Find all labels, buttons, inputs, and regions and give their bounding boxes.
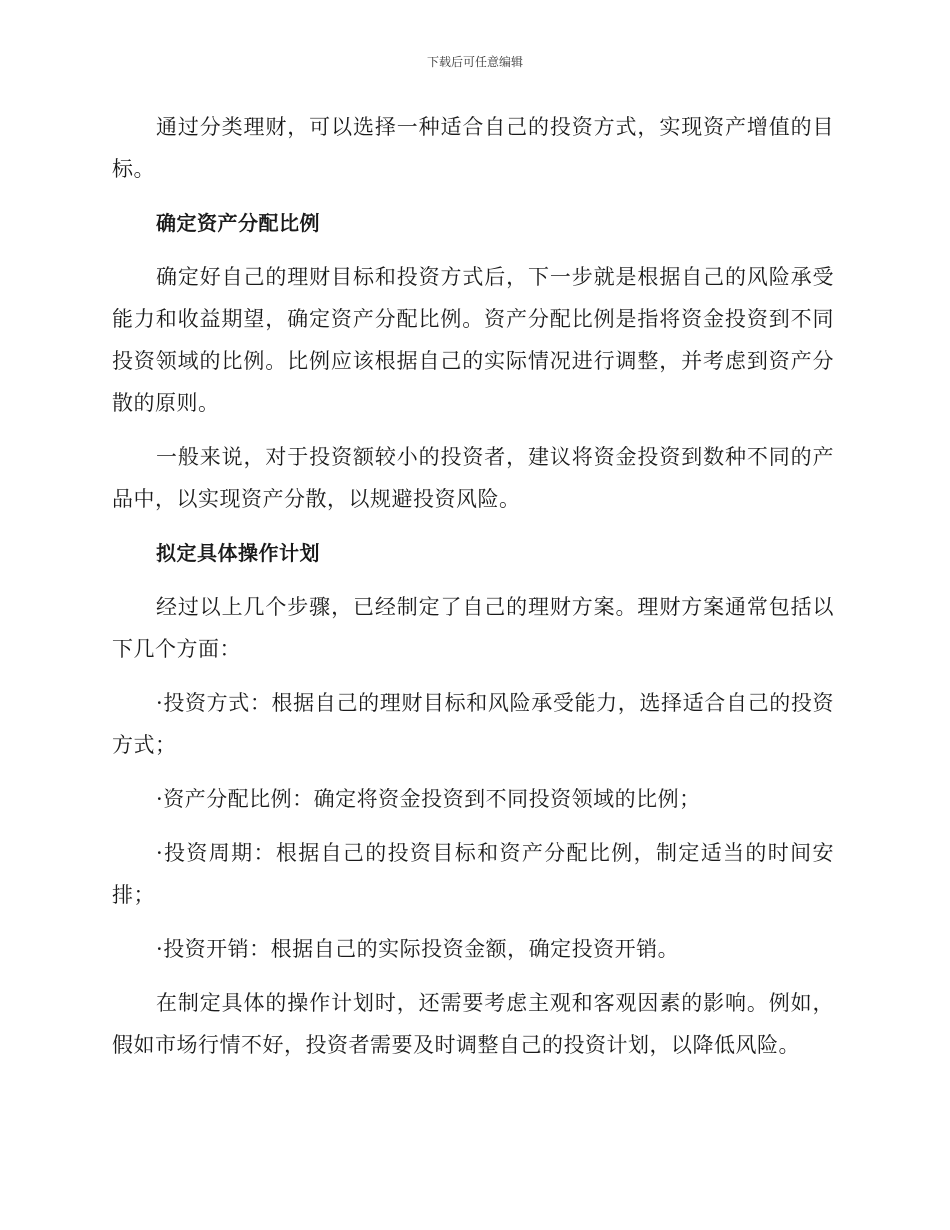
paragraph-plan-intro: 经过以上几个步骤，已经制定了自己的理财方案。理财方案通常包括以下几个方面： bbox=[112, 595, 834, 661]
list-item-text: 投资方式：根据自己的理财目标和风险承受能力，选择适合自己的投资方式； bbox=[112, 691, 834, 757]
list-item bbox=[112, 832, 834, 916]
list-item bbox=[112, 778, 834, 820]
section-heading-operation-plan: 拟定具体操作计划 bbox=[156, 541, 320, 565]
list-item-text: 投资周期：根据自己的投资目标和资产分配比例，制定适当的时间安排； bbox=[112, 841, 834, 907]
paragraph-diversification: 一般来说，对于投资额较小的投资者，建议将资金投资到数种不同的产品中，以实现资产分散，以规避投资风险。 bbox=[112, 445, 834, 511]
intro-paragraph: 通过分类理财，可以选择一种适合自己的投资方式，实现资产增值的目标。 bbox=[112, 115, 834, 181]
list-item-text: 投资开销：根据自己的实际投资金额，确定投资开销。 bbox=[163, 937, 680, 961]
bullet-icon: · bbox=[156, 787, 164, 811]
bullet-icon: · bbox=[156, 937, 164, 961]
list-item bbox=[112, 682, 834, 766]
paragraph-closing: 在制定具体的操作计划时，还需要考虑主观和客观因素的影响。例如，假如市场行情不好，投资者需要及时调整自己的投资计划，以降低风险。 bbox=[112, 991, 834, 1057]
paragraph-asset-allocation: 确定好自己的理财目标和投资方式后，下一步就是根据自己的风险承受能力和收益期望，确定资产分配比例。资产分配比例是指将资金投资到不同投资领域的比例。比例应该根据自己的实际情况进行调整，并考虑到资产分散的原则。 bbox=[112, 265, 834, 415]
document-body bbox=[112, 106, 834, 1078]
list-item-text: 资产分配比例：确定将资金投资到不同投资领域的比例； bbox=[163, 787, 701, 811]
header-note: 下载后可任意编辑 bbox=[426, 55, 523, 69]
section-heading-asset-allocation: 确定资产分配比例 bbox=[156, 211, 320, 235]
bullet-icon: · bbox=[156, 691, 164, 715]
list-item bbox=[112, 928, 834, 970]
bullet-icon: · bbox=[156, 841, 164, 865]
